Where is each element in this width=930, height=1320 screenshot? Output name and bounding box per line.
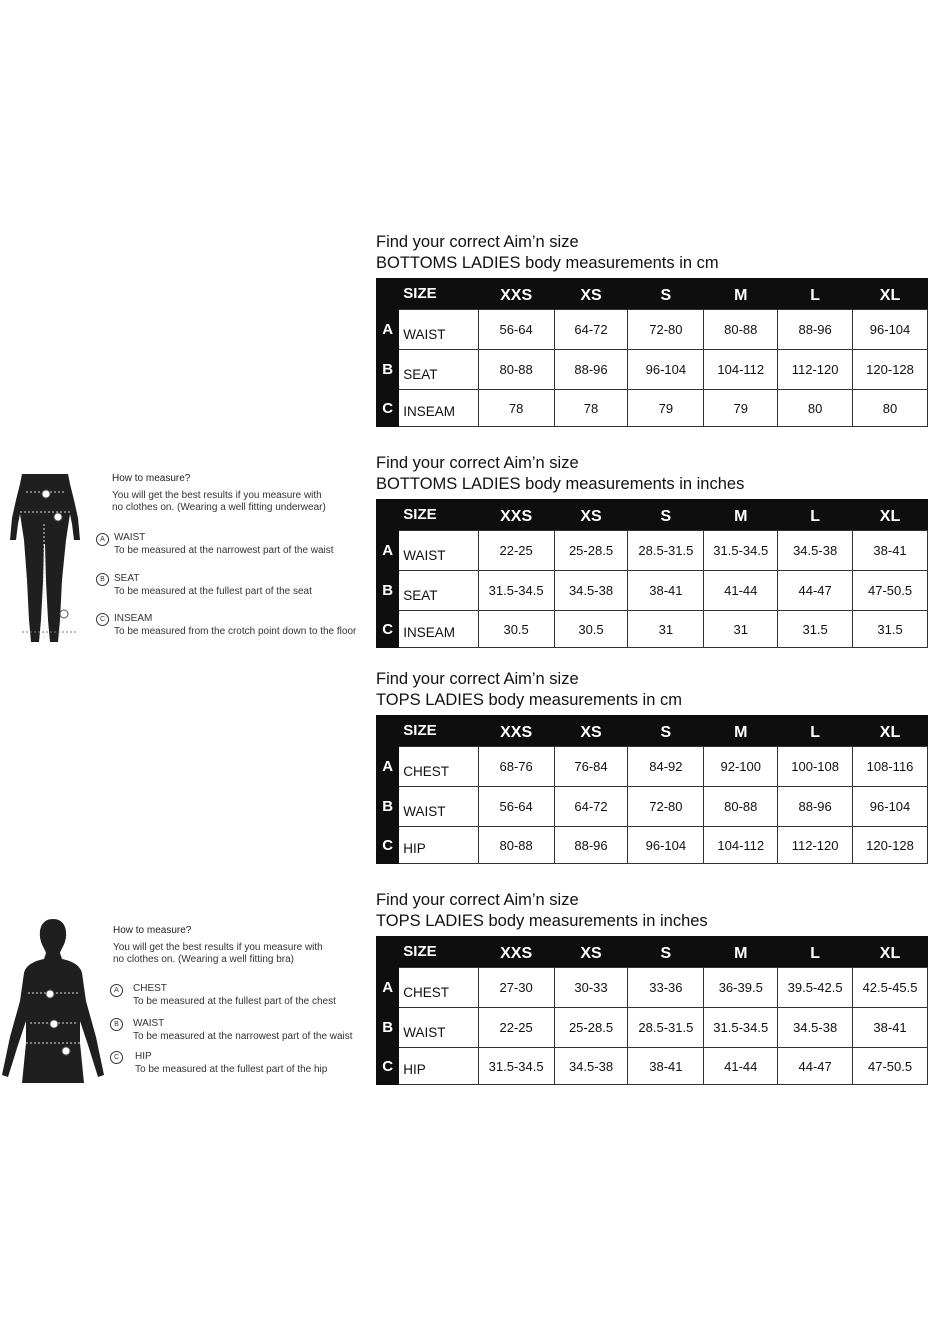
table-cell: 38-41 [853,531,928,571]
size-column-header: XL [853,278,928,310]
size-column-header: S [628,936,704,968]
row-letter: C [376,390,399,427]
table-cell: 88-96 [778,787,853,827]
size-table [376,278,928,427]
table-cell: 31.5 [778,611,853,648]
table-cell: 30.5 [554,611,628,648]
table-cell: 112-120 [778,350,853,390]
measure-name: HIP [135,1051,152,1062]
table-cell: 80-88 [478,827,554,864]
measure-name: SEAT [114,573,140,584]
table-cell: 104-112 [704,350,778,390]
size-column-header: M [704,936,778,968]
table-cell: 88-96 [554,350,628,390]
guide-intro-line2: no clothes on. (Wearing a well fitting bra) [113,954,295,965]
table-heading-line2: BOTTOMS LADIES body measurements in cm [376,253,719,272]
size-table-block [376,890,928,1077]
size-column-header: XL [853,936,928,968]
table-heading-line1: Find your correct Aim’n size [376,233,579,251]
size-column-header: L [778,278,853,310]
measure-name: INSEAM [114,613,153,624]
table-cell: 80-88 [478,350,554,390]
size-header: SIZE [399,278,478,310]
header-corner [376,278,399,310]
table-cell: 31 [704,611,778,648]
row-letter: A [376,968,399,1008]
guide-title: How to measure? [113,925,192,936]
size-table [376,715,928,864]
table-cell: 80-88 [704,787,778,827]
measure-name: WAIST [114,532,146,543]
table-row [376,611,928,648]
table-cell: 104-112 [704,827,778,864]
table-cell: 28.5-31.5 [628,1008,704,1048]
row-label: HIP [399,1048,478,1085]
letter-a-badge: A [110,984,123,997]
table-cell: 88-96 [778,310,853,350]
table-cell: 27-30 [478,968,554,1008]
size-column-header: L [778,715,853,747]
table-cell: 44-47 [778,571,853,611]
row-label: CHEST [399,968,478,1008]
table-cell: 31.5-34.5 [478,1048,554,1085]
guide-intro-line1: You will get the best results if you measure with [112,489,322,501]
table-cell: 41-44 [704,571,778,611]
size-table-block [376,669,928,856]
table-cell: 34.5-38 [554,571,628,611]
table-cell: 41-44 [704,1048,778,1085]
row-label: WAIST [399,310,478,350]
size-column-header: L [778,936,853,968]
size-column-header: XS [554,278,628,310]
table-cell: 42.5-45.5 [853,968,928,1008]
table-row [376,787,928,827]
table-cell: 96-104 [853,310,928,350]
size-column-header: L [778,499,853,531]
table-cell: 120-128 [853,827,928,864]
table-cell: 84-92 [628,747,704,787]
table-cell: 56-64 [478,310,554,350]
table-cell: 96-104 [628,350,704,390]
size-header: SIZE [399,715,478,747]
table-row [376,390,928,427]
size-header: SIZE [399,936,478,968]
table-cell: 28.5-31.5 [628,531,704,571]
table-cell: 34.5-38 [778,531,853,571]
size-column-header: M [704,278,778,310]
table-cell: 39.5-42.5 [778,968,853,1008]
row-letter: B [376,787,399,827]
table-cell: 31.5-34.5 [704,531,778,571]
letter-b-badge: B [96,573,109,586]
letter-a-badge: A [96,533,109,546]
table-cell: 72-80 [628,787,704,827]
row-letter: C [376,611,399,648]
table-cell: 33-36 [628,968,704,1008]
header-corner [376,499,399,531]
table-cell: 34.5-38 [778,1008,853,1048]
table-cell: 78 [478,390,554,427]
table-cell: 76-84 [554,747,628,787]
table-cell: 88-96 [554,827,628,864]
measure-desc: To be measured at the narrowest part of the waist [133,1030,353,1042]
table-row [376,531,928,571]
table-cell: 31.5-34.5 [704,1008,778,1048]
table-cell: 80 [853,390,928,427]
size-column-header: XS [554,936,628,968]
table-cell: 79 [628,390,704,427]
table-row [376,827,928,864]
letter-b-badge: B [110,1018,123,1031]
table-heading-line1: Find your correct Aim’n size [376,891,579,909]
size-column-header: XXS [478,499,554,531]
table-cell: 34.5-38 [554,1048,628,1085]
measure-desc: To be measured at the narrowest part of the waist [114,544,334,556]
lower-body-silhouette-icon [0,470,90,650]
table-cell: 44-47 [778,1048,853,1085]
table-row [376,968,928,1008]
table-row [376,1048,928,1085]
row-letter: B [376,571,399,611]
table-row [376,747,928,787]
table-cell: 25-28.5 [554,1008,628,1048]
table-cell: 38-41 [628,571,704,611]
table-heading-line2: BOTTOMS LADIES body measurements in inches [376,474,745,493]
row-label: CHEST [399,747,478,787]
measure-desc: To be measured at the fullest part of the chest [133,995,336,1007]
table-cell: 38-41 [628,1048,704,1085]
table-row [376,571,928,611]
table-cell: 96-104 [853,787,928,827]
size-column-header: XXS [478,715,554,747]
measure-desc: To be measured at the fullest part of the seat [114,585,312,597]
table-row [376,350,928,390]
table-cell: 30-33 [554,968,628,1008]
size-header: SIZE [399,499,478,531]
table-cell: 47-50.5 [853,571,928,611]
table-cell: 31.5-34.5 [478,571,554,611]
measure-item-chest [133,983,336,1008]
guide-intro-line2: no clothes on. (Wearing a well fitting underwear) [112,502,326,513]
table-cell: 120-128 [853,350,928,390]
table-cell: 64-72 [554,787,628,827]
size-column-header: XS [554,715,628,747]
table-cell: 78 [554,390,628,427]
measure-desc: To be measured from the crotch point down to the floor [114,625,357,637]
table-heading-line2: TOPS LADIES body measurements in inches [376,911,708,930]
row-letter: C [376,827,399,864]
letter-c-badge: C [110,1051,123,1064]
table-cell: 64-72 [554,310,628,350]
measure-item-inseam [114,613,356,638]
row-letter: B [376,1008,399,1048]
table-heading-line1: Find your correct Aim’n size [376,670,579,688]
header-corner [376,936,399,968]
measure-item-waist [114,532,334,557]
row-label: INSEAM [399,611,478,648]
guide-intro-line1: You will get the best results if you measure with [113,941,323,953]
size-table-block [376,232,928,419]
measure-name: CHEST [133,983,167,994]
table-cell: 22-25 [478,531,554,571]
table-cell: 96-104 [628,827,704,864]
table-cell: 92-100 [704,747,778,787]
table-cell: 22-25 [478,1008,554,1048]
tops-guide [113,925,373,967]
table-cell: 31.5 [853,611,928,648]
header-corner [376,715,399,747]
size-column-header: XXS [478,278,554,310]
size-column-header: XL [853,715,928,747]
size-table [376,936,928,1085]
table-cell: 112-120 [778,827,853,864]
row-label: WAIST [399,787,478,827]
upper-body-silhouette-icon [0,915,106,1085]
row-letter: A [376,531,399,571]
bottoms-guide [112,473,372,515]
row-letter: A [376,310,399,350]
table-heading-line1: Find your correct Aim’n size [376,454,579,472]
size-column-header: XL [853,499,928,531]
measure-item-hip [135,1051,327,1076]
table-heading-line2: TOPS LADIES body measurements in cm [376,690,682,709]
row-label: WAIST [399,531,478,571]
size-table-block [376,453,928,640]
table-cell: 80 [778,390,853,427]
measure-desc: To be measured at the fullest part of the hip [135,1063,328,1075]
table-cell: 30.5 [478,611,554,648]
table-cell: 100-108 [778,747,853,787]
row-label: SEAT [399,571,478,611]
row-label: HIP [399,827,478,864]
measure-item-seat [114,573,312,598]
guide-title: How to measure? [112,473,191,484]
measure-name: WAIST [133,1018,165,1029]
table-cell: 68-76 [478,747,554,787]
row-label: SEAT [399,350,478,390]
table-cell: 56-64 [478,787,554,827]
table-cell: 47-50.5 [853,1048,928,1085]
size-column-header: S [628,715,704,747]
row-letter: A [376,747,399,787]
size-column-header: XXS [478,936,554,968]
letter-c-badge: C [96,613,109,626]
table-cell: 36-39.5 [704,968,778,1008]
table-cell: 38-41 [853,1008,928,1048]
size-column-header: S [628,278,704,310]
row-label: INSEAM [399,390,478,427]
table-cell: 79 [704,390,778,427]
size-table [376,499,928,648]
table-row [376,310,928,350]
table-cell: 80-88 [704,310,778,350]
table-row [376,1008,928,1048]
table-cell: 31 [628,611,704,648]
measure-item-waist [133,1018,353,1043]
table-cell: 72-80 [628,310,704,350]
row-label: WAIST [399,1008,478,1048]
row-letter: B [376,350,399,390]
size-column-header: XS [554,499,628,531]
table-cell: 108-116 [853,747,928,787]
row-letter: C [376,1048,399,1085]
size-column-header: S [628,499,704,531]
table-cell: 25-28.5 [554,531,628,571]
size-column-header: M [704,715,778,747]
size-column-header: M [704,499,778,531]
